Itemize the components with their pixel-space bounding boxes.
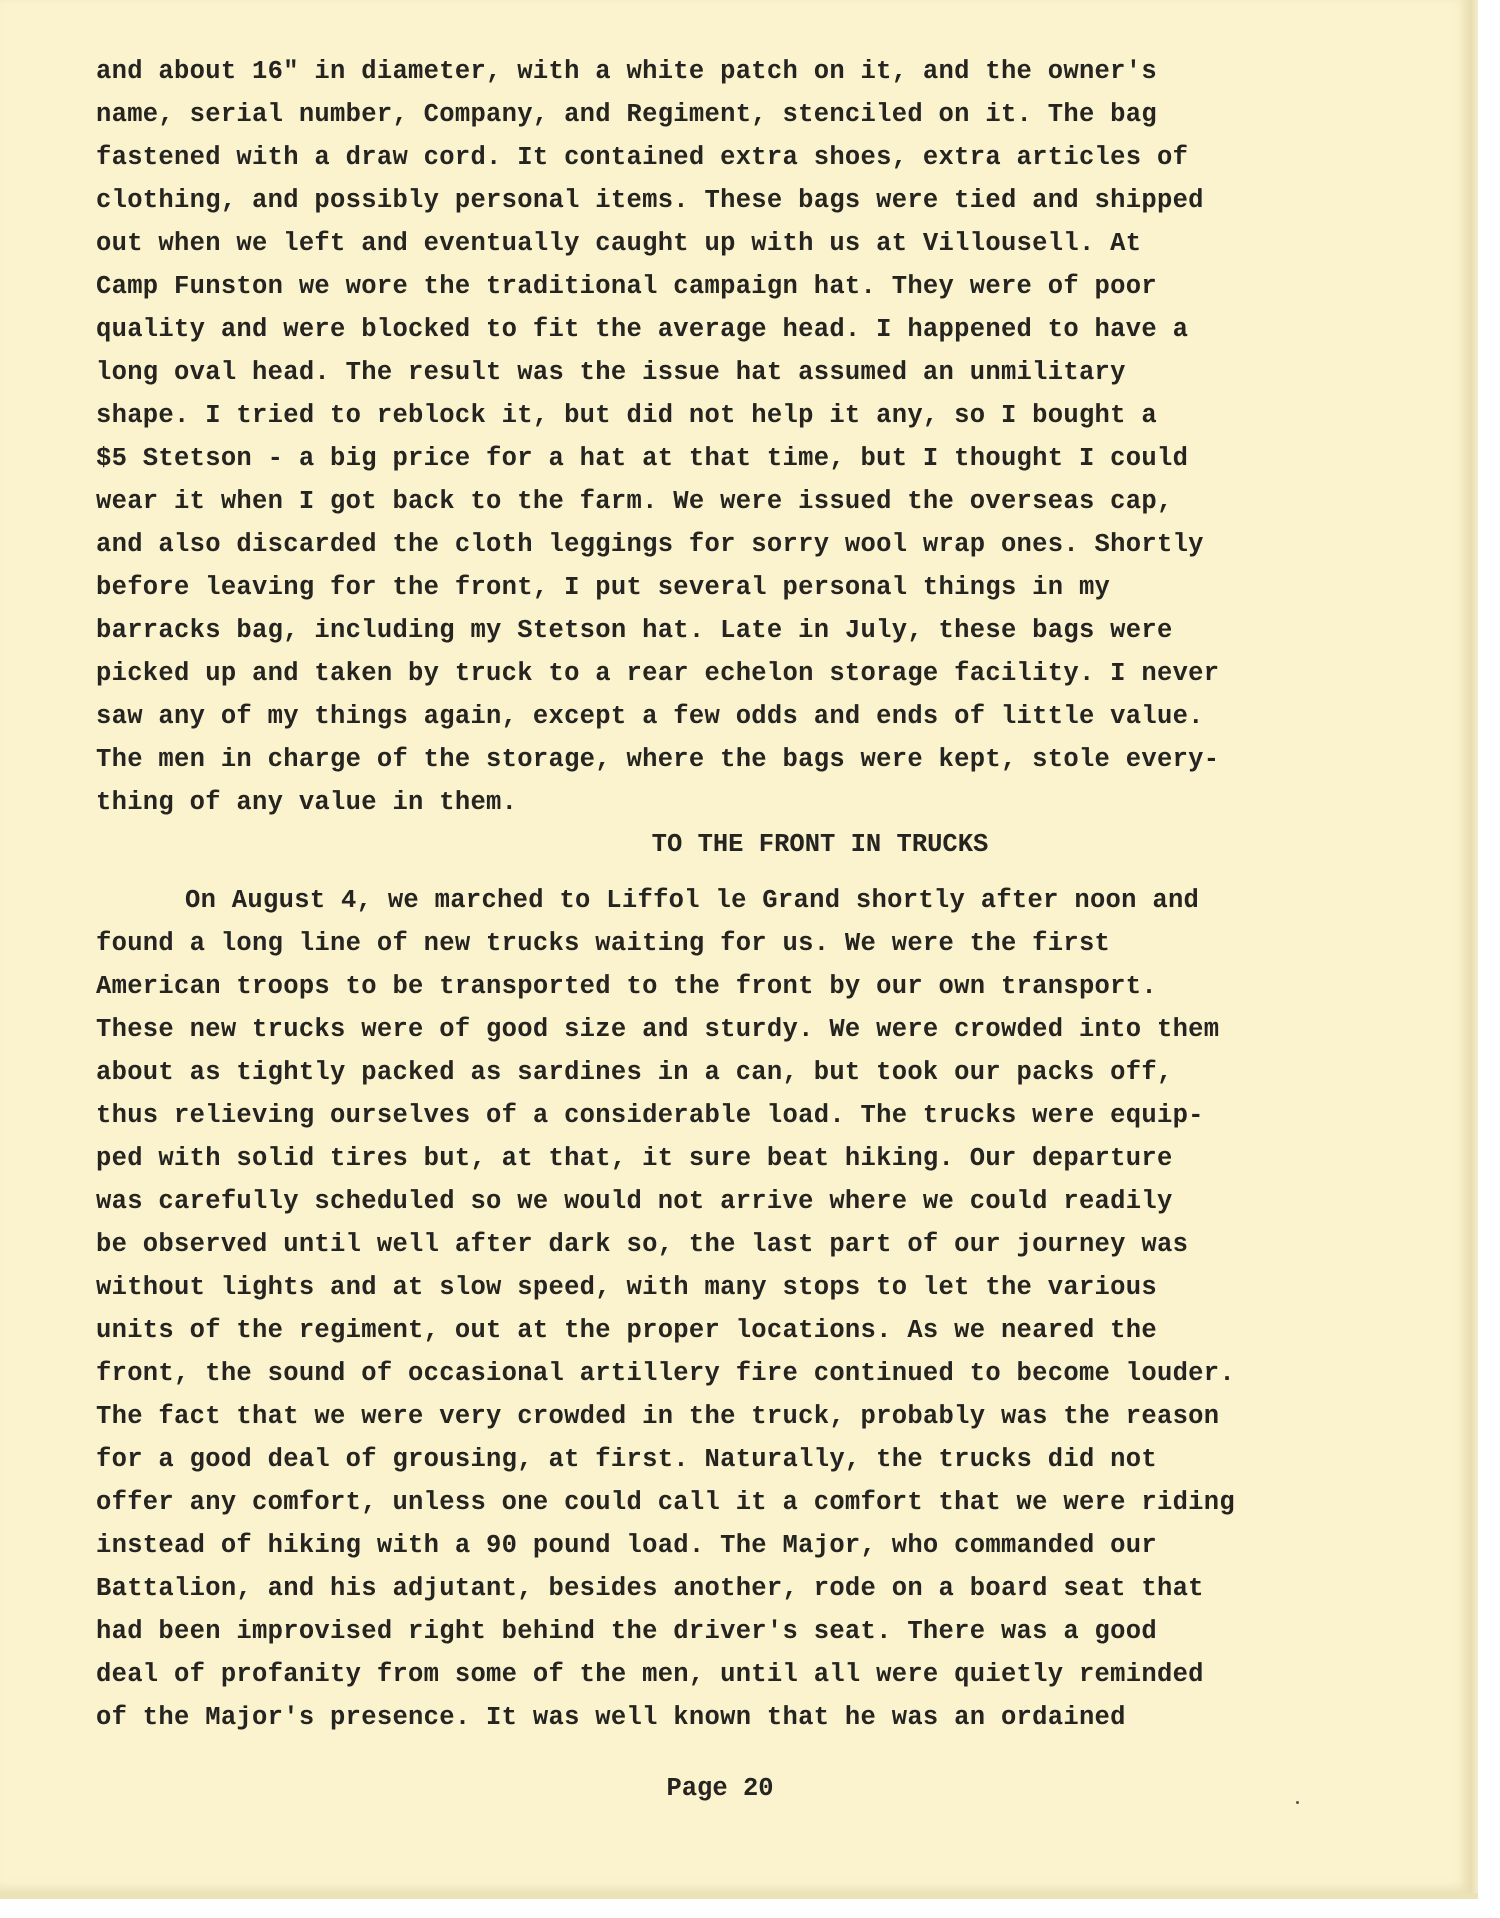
text-line: The fact that we were very crowded in the truck, probably was the reason — [96, 1402, 1220, 1431]
text-line: saw any of my things again, except a few odds and ends of little value. — [96, 702, 1204, 731]
text-line: quality and were blocked to fit the average head. I happened to have a — [96, 315, 1189, 344]
text-line: without lights and at slow speed, with many stops to let the various — [96, 1273, 1157, 1302]
text-line: deal of profanity from some of the men, until all were quietly reminded — [96, 1660, 1204, 1689]
text-line: long oval head. The result was the issue hat assumed an unmilitary — [96, 358, 1126, 387]
text-line: thing of any value in them. — [96, 788, 518, 817]
text-line: instead of hiking with a 90 pound load. The Major, who commanded our — [96, 1531, 1157, 1560]
text-line: out when we left and eventually caught up with us at Villousell. At — [96, 229, 1142, 258]
text-line: offer any comfort, unless one could call it a comfort that we were riding — [96, 1488, 1235, 1517]
text-line: about as tightly packed as sardines in a can, but took our packs off, — [96, 1058, 1173, 1087]
text-line: front, the sound of occasional artillery fire continued to become louder. — [96, 1359, 1235, 1388]
text-line: These new trucks were of good size and sturdy. We were crowded into them — [96, 1015, 1220, 1044]
text-line: picked up and taken by truck to a rear echelon storage facility. I never — [96, 659, 1220, 688]
text-line: was carefully scheduled so we would not arrive where we could readily — [96, 1187, 1173, 1216]
text-line: and about 16" in diameter, with a white patch on it, and the owner's — [96, 57, 1157, 86]
section-heading: TO THE FRONT IN TRUCKS — [651, 830, 989, 859]
text-line: On August 4, we marched to Liffol le Grand shortly after noon and — [185, 886, 1200, 915]
text-line: name, serial number, Company, and Regiment, stenciled on it. The bag — [96, 100, 1157, 129]
page-edge-bottom — [0, 1893, 1478, 1899]
text-line: shape. I tried to reblock it, but did not help it any, so I bought a — [96, 401, 1157, 430]
text-line: ped with solid tires but, at that, it sure beat hiking. Our departure — [96, 1144, 1173, 1173]
text-line: Battalion, and his adjutant, besides another, rode on a board seat that — [96, 1574, 1204, 1603]
paragraph-trucks — [96, 879, 1416, 1739]
text-line: found a long line of new trucks waiting for us. We were the first — [96, 929, 1111, 958]
paragraph-barracks-bag — [96, 50, 1416, 824]
text-line: $5 Stetson - a big price for a hat at that time, but I thought I could — [96, 444, 1189, 473]
text-line: clothing, and possibly personal items. These bags were tied and shipped — [96, 186, 1204, 215]
text-line: The men in charge of the storage, where the bags were kept, stole every- — [96, 745, 1220, 774]
text-line: before leaving for the front, I put several personal things in my — [96, 573, 1111, 602]
text-line: thus relieving ourselves of a considerable load. The trucks were equip- — [96, 1101, 1204, 1130]
page-number: Page 20 — [666, 1774, 774, 1803]
text-line: wear it when I got back to the farm. We were issued the overseas cap, — [96, 487, 1173, 516]
text-line: barracks bag, including my Stetson hat. Late in July, these bags were — [96, 616, 1173, 645]
ink-speck — [1296, 1801, 1299, 1804]
text-line: and also discarded the cloth leggings for sorry wool wrap ones. Shortly — [96, 530, 1204, 559]
text-line: American troops to be transported to the front by our own transport. — [96, 972, 1157, 1001]
text-line: Camp Funston we wore the traditional campaign hat. They were of poor — [96, 272, 1157, 301]
page-edge-right — [1470, 0, 1478, 1893]
text-line: fastened with a draw cord. It contained extra shoes, extra articles of — [96, 143, 1189, 172]
text-line: for a good deal of grousing, at first. Naturally, the trucks did not — [96, 1445, 1157, 1474]
text-line: of the Major's presence. It was well known that he was an ordained — [96, 1703, 1126, 1732]
text-line: units of the regiment, out at the proper locations. As we neared the — [96, 1316, 1157, 1345]
text-line: had been improvised right behind the driver's seat. There was a good — [96, 1617, 1157, 1646]
text-line: be observed until well after dark so, the last part of our journey was — [96, 1230, 1189, 1259]
